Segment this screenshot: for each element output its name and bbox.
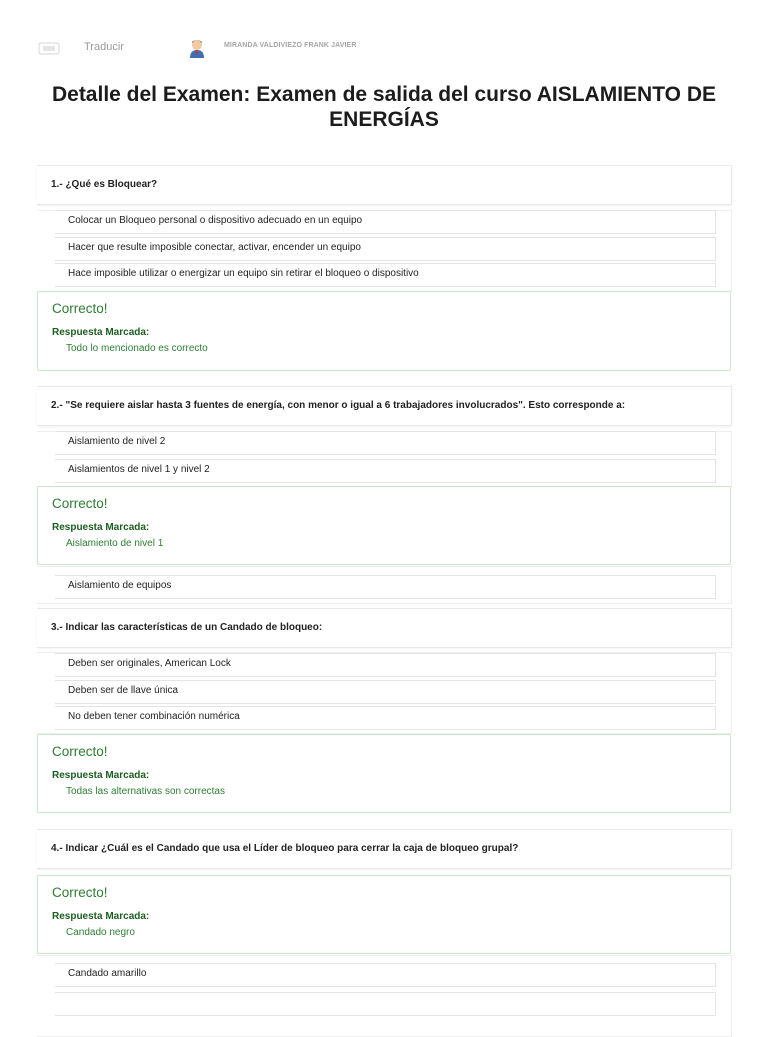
option-label: Deben ser de llave única — [68, 685, 179, 696]
option-label: Hacer que resulte imposible conectar, activar, encender un equipo — [68, 242, 361, 253]
option-label: Aislamiento de equipos — [68, 580, 172, 591]
question-card — [37, 608, 732, 648]
answer-option[interactable] — [55, 263, 716, 287]
user-avatar-icon — [188, 38, 206, 58]
question-text: 1.- ¿Qué es Bloquear? — [51, 179, 158, 190]
question-text: 4.- Indicar ¿Cuál es el Candado que usa el Líder de bloqueo para cerrar la caja de bloqueo grupal? — [51, 843, 519, 854]
top-bar — [0, 0, 768, 70]
correct-title: Correcto! — [52, 744, 108, 759]
marked-answer-panel — [37, 875, 731, 954]
answer-option[interactable] — [55, 706, 716, 730]
correct-title: Correcto! — [52, 885, 108, 900]
marked-answer-panel — [37, 734, 731, 813]
user-name: MIRANDA VALDIVIEZO FRANK JAVIER — [224, 42, 357, 49]
marked-label: Respuesta Marcada: — [52, 770, 150, 781]
option-label: No deben tener combinación numérica — [68, 711, 240, 722]
option-label: Deben ser originales, American Lock — [68, 658, 231, 669]
option-label: Aislamientos de nivel 1 y nivel 2 — [68, 464, 210, 475]
marked-label: Respuesta Marcada: — [52, 522, 150, 533]
answer-option[interactable] — [55, 459, 716, 483]
answer-option[interactable] — [55, 680, 716, 704]
option-label: Candado amarillo — [68, 968, 147, 979]
page-title: Detalle del Examen: Examen de salida del curso AISLAMIENTO DE ENERGÍAS — [51, 83, 717, 131]
answer-option[interactable] — [55, 963, 716, 987]
marked-answer-panel — [37, 486, 731, 565]
answer-option[interactable] — [55, 431, 716, 455]
marked-answer-panel — [37, 291, 731, 371]
answer-option[interactable] — [55, 992, 716, 1016]
marked-label: Respuesta Marcada: — [52, 327, 150, 338]
marked-value: Candado negro — [66, 927, 135, 938]
question-text: 2.- "Se requiere aislar hasta 3 fuentes de energía, con menor o igual a 6 trabajadores involucrados". Esto corresponde a: — [51, 400, 626, 411]
question-card — [37, 386, 732, 426]
answer-option[interactable] — [55, 210, 716, 234]
answer-option[interactable] — [55, 575, 716, 599]
marked-value: Todas las alternativas son correctas — [66, 786, 225, 797]
marked-label: Respuesta Marcada: — [52, 911, 150, 922]
question-text: 3.- Indicar las características de un Candado de bloqueo: — [51, 622, 323, 633]
marked-value: Todo lo mencionado es correcto — [66, 343, 208, 354]
option-label: Colocar un Bloqueo personal o dispositivo adecuado en un equipo — [68, 215, 363, 226]
marked-value: Aislamiento de nivel 1 — [66, 538, 164, 549]
answer-option[interactable] — [55, 237, 716, 261]
correct-title: Correcto! — [52, 301, 108, 316]
option-label: Hace imposible utilizar o energizar un equipo sin retirar el bloqueo o dispositivo — [68, 268, 419, 279]
option-label: Aislamiento de nivel 2 — [68, 436, 166, 447]
translate-link[interactable]: Traducir — [84, 41, 124, 53]
correct-title: Correcto! — [52, 496, 108, 511]
answer-option[interactable] — [55, 653, 716, 677]
app-logo-icon — [38, 40, 60, 56]
question-card — [37, 829, 732, 869]
question-card — [37, 165, 732, 205]
